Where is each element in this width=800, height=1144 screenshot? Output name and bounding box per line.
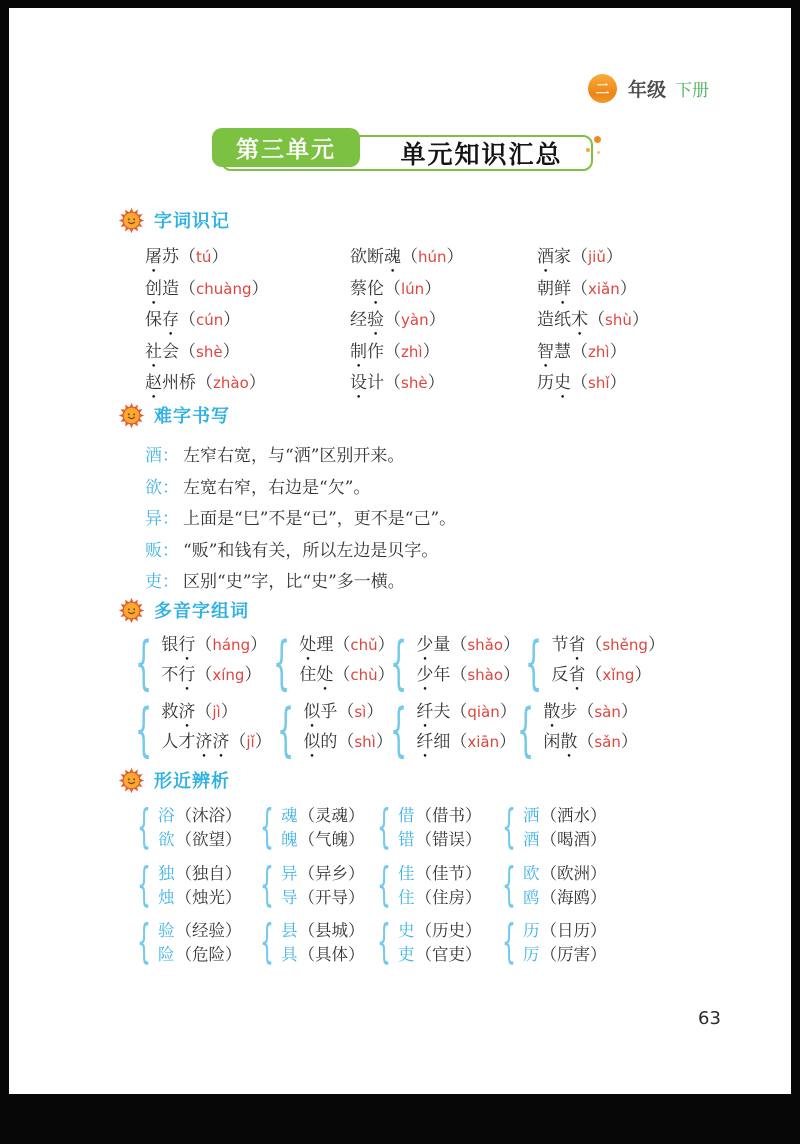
unit-banner — [212, 128, 607, 174]
similar-entry — [398, 886, 482, 911]
similar-word: （沐浴） — [175, 805, 242, 825]
brace-icon: { — [135, 628, 153, 697]
brace-icon: { — [390, 695, 408, 764]
brace-icon: { — [377, 858, 391, 913]
polyphonic-group — [390, 628, 521, 697]
similar-word: （灵魂） — [298, 805, 365, 825]
similar-group — [502, 858, 607, 913]
word-text: 保存 — [145, 310, 179, 331]
note-text: 左窄右宽，与“洒”区别开来。 — [183, 446, 405, 466]
pinyin: cún — [196, 311, 224, 330]
polyphonic-entry: 散步（sàn） — [543, 702, 638, 722]
similar-char: 史 — [398, 920, 415, 940]
emphasis-char: 散 — [543, 702, 561, 722]
brace-icon: { — [137, 800, 151, 855]
word-text: 赵州桥 — [145, 373, 196, 394]
word-item: 屠苏（tú） — [145, 247, 229, 267]
similar-entry — [281, 886, 365, 911]
emphasis-char: 鲜 — [554, 278, 571, 299]
similar-char: 错 — [398, 830, 415, 849]
polyphonic-entry: 纤细（xiān） — [416, 732, 517, 752]
similar-entry — [523, 886, 607, 911]
similar-char: 欲 — [158, 830, 175, 849]
emphasis-char: 术 — [571, 310, 588, 331]
similar-word: （日历） — [540, 920, 607, 940]
polyphonic-group — [135, 628, 268, 697]
section-header-writing — [118, 401, 230, 429]
pinyin: xíng — [212, 666, 245, 684]
similar-char: 吏 — [398, 945, 415, 964]
pinyin: xǐng — [602, 666, 635, 684]
note-text: “贩”和钱有关，所以左边是贝字。 — [183, 540, 439, 561]
brace-icon: { — [277, 695, 295, 764]
emphasis-char: 行 — [178, 665, 196, 685]
similar-group — [260, 800, 365, 855]
emphasis-char: 少 — [416, 665, 434, 685]
section-header-words — [118, 206, 230, 234]
grade-indicator — [588, 74, 709, 103]
emphasis-char: 行 — [178, 635, 196, 655]
similar-entry — [523, 828, 607, 853]
word-text: 智慧 — [537, 341, 571, 362]
polyphonic-entry: 节省（shěng） — [551, 635, 665, 655]
emphasis-char: 社 — [145, 341, 162, 362]
brace-icon: { — [525, 628, 543, 697]
pinyin: qiàn — [467, 703, 500, 721]
word-item: 制作（zhì） — [350, 341, 440, 362]
similar-char: 洒 — [523, 805, 540, 825]
emphasis-char: 纤 — [416, 702, 434, 722]
section-header-similar — [118, 766, 230, 794]
writing-note — [145, 536, 456, 568]
volume-label: 下册 — [675, 81, 710, 101]
brace-icon: { — [260, 915, 274, 970]
pinyin: shì — [354, 733, 376, 751]
similar-entry — [398, 828, 482, 853]
polyphonic-entry: 似的（shì） — [303, 732, 393, 752]
similar-group — [377, 858, 482, 913]
note-text: 左宽右窄，右边是“欠”。 — [183, 477, 371, 498]
similar-char: 借 — [398, 805, 415, 825]
word-text: 朝鲜 — [537, 278, 571, 299]
word-item: 历史（shǐ） — [537, 373, 627, 394]
similar-entry — [398, 919, 482, 944]
note-char: 吏： — [145, 572, 179, 592]
pinyin: háng — [212, 636, 251, 654]
book-page — [9, 8, 791, 1094]
polyphonic-group — [525, 628, 665, 697]
similar-word: （错误） — [415, 830, 482, 849]
word-item: 社会（shè） — [145, 341, 240, 362]
note-char: 酒： — [145, 446, 179, 466]
word-text: 屠苏 — [145, 247, 179, 267]
word-text: 酒家 — [537, 247, 571, 267]
section-title: 形近辨析 — [154, 771, 230, 792]
word-column — [537, 246, 649, 404]
word-item: 智慧（zhì） — [537, 341, 627, 362]
pinyin: zhì — [588, 342, 610, 361]
similar-word: （洒水） — [540, 805, 607, 825]
similar-group — [377, 915, 482, 970]
pinyin: xiǎn — [588, 279, 620, 298]
similar-entry — [398, 862, 482, 887]
pinyin: jǐ — [246, 733, 255, 751]
similar-char: 历 — [523, 920, 540, 940]
pinyin: chù — [350, 666, 378, 684]
similar-entry — [158, 804, 242, 829]
word-text: 蔡伦 — [350, 278, 384, 299]
note-text: 上面是“巳”不是“已”，更不是“己”。 — [183, 509, 457, 529]
emphasis-char: 制 — [350, 341, 367, 362]
word-text: 创造 — [145, 278, 179, 299]
polyphonic-group — [135, 695, 272, 764]
brace-icon: { — [377, 800, 391, 855]
similar-entry — [281, 828, 365, 853]
similar-entry — [398, 804, 482, 829]
similar-word: （欲望） — [175, 830, 242, 849]
decor-dot — [594, 136, 601, 143]
writing-notes — [145, 441, 456, 599]
similar-group — [502, 800, 607, 855]
word-item: 保存（cún） — [145, 310, 241, 331]
word-item: 酒家（jiǔ） — [537, 247, 623, 267]
emphasis-char: 设 — [350, 373, 367, 394]
similar-entry — [158, 828, 242, 853]
pinyin: shěng — [602, 636, 648, 654]
similar-entry — [158, 886, 242, 911]
similar-char: 独 — [158, 863, 175, 883]
word-column — [145, 246, 268, 404]
similar-word: （官吏） — [415, 945, 482, 964]
similar-entry — [523, 919, 607, 944]
polyphonic-entry: 闲散（sǎn） — [543, 732, 638, 752]
similar-group — [260, 858, 365, 913]
word-item: 经验（yàn） — [350, 310, 446, 331]
brace-icon: { — [517, 695, 535, 764]
pinyin: shǎo — [467, 636, 504, 654]
word-text: 造纸术 — [537, 310, 588, 331]
similar-word: （异乡） — [298, 863, 365, 883]
brace-icon: { — [260, 858, 274, 913]
pinyin: lún — [401, 279, 425, 298]
writing-note — [145, 473, 456, 505]
emphasis-char: 济 — [178, 702, 196, 722]
pinyin: shǐ — [588, 374, 610, 393]
polyphonic-group — [277, 695, 393, 764]
similar-char: 导 — [281, 888, 298, 907]
emphasis-char: 创 — [145, 278, 162, 299]
emphasis-char: 魂 — [384, 247, 401, 267]
similar-word: （佳节） — [415, 863, 482, 883]
emphasis-char: 济济 — [195, 732, 230, 752]
pinyin: sǎn — [594, 733, 621, 751]
emphasis-char: 似 — [303, 702, 321, 722]
similar-char: 鸥 — [523, 888, 540, 907]
polyphonic-entry: 处理（chǔ） — [299, 635, 395, 655]
section-title: 难字书写 — [154, 406, 230, 427]
pinyin: jiǔ — [588, 248, 606, 266]
similar-group — [377, 800, 482, 855]
pinyin: shù — [605, 311, 632, 330]
word-item: 造纸术（shù） — [537, 310, 649, 331]
emphasis-char: 验 — [367, 310, 384, 331]
word-item: 朝鲜（xiǎn） — [537, 278, 637, 299]
similar-entry — [281, 804, 365, 829]
emphasis-char: 赵 — [145, 373, 162, 394]
similar-char: 酒 — [523, 830, 540, 849]
word-item: 创造（chuàng） — [145, 278, 269, 299]
similar-word: （厉害） — [540, 945, 607, 964]
sun-icon — [118, 402, 145, 429]
similar-entry — [158, 943, 242, 968]
pinyin: xiān — [467, 733, 500, 751]
word-item: 设计（shè） — [350, 373, 445, 394]
similar-word: （烛光） — [175, 888, 242, 907]
similar-char: 县 — [281, 920, 298, 940]
similar-word: （危险） — [175, 945, 242, 964]
note-text: 区别“史”字，比“史”多一横。 — [183, 572, 405, 592]
similar-word: （气魄） — [298, 830, 365, 849]
brace-icon: { — [137, 858, 151, 913]
page-title: 单元知识汇总 — [400, 140, 563, 169]
similar-char: 欧 — [523, 863, 540, 883]
emphasis-char: 处 — [299, 635, 317, 655]
similar-entry — [523, 943, 607, 968]
polyphonic-entry: 银行（háng） — [161, 635, 268, 655]
word-item: 欲断魂（hún） — [350, 247, 464, 267]
sun-icon — [118, 207, 145, 234]
pinyin: sàn — [594, 703, 621, 721]
similar-word: （具体） — [298, 945, 365, 964]
brace-icon: { — [137, 915, 151, 970]
similar-char: 佳 — [398, 863, 415, 883]
similar-char: 魄 — [281, 830, 298, 849]
emphasis-char: 省 — [568, 665, 586, 685]
similar-entry — [281, 943, 365, 968]
word-text: 历史 — [537, 373, 571, 394]
similar-group — [502, 915, 607, 970]
section-header-polyphonic — [118, 596, 249, 624]
pinyin: sì — [354, 703, 367, 721]
polyphonic-group — [517, 695, 638, 764]
similar-word: （县城） — [298, 920, 365, 940]
polyphonic-entry: 似乎（sì） — [303, 702, 384, 722]
pinyin: hún — [418, 248, 447, 266]
similar-entry — [281, 919, 365, 944]
section-title: 多音字组词 — [154, 601, 249, 622]
pinyin: yàn — [401, 311, 429, 330]
word-text: 社会 — [145, 341, 179, 362]
grade-label: 年级 — [628, 79, 667, 101]
note-char: 贩： — [145, 540, 179, 561]
note-char: 异： — [145, 509, 179, 529]
emphasis-char: 少 — [416, 635, 434, 655]
similar-word: （海鸥） — [540, 888, 607, 907]
emphasis-char: 省 — [568, 635, 586, 655]
word-text: 制作 — [350, 341, 384, 362]
similar-group — [137, 858, 242, 913]
similar-entry — [158, 919, 242, 944]
similar-char: 具 — [281, 945, 298, 964]
similar-word: （住房） — [415, 888, 482, 907]
polyphonic-entry: 人才济济（jǐ） — [161, 732, 272, 752]
polyphonic-entry: 纤夫（qiàn） — [416, 702, 517, 722]
emphasis-char: 纤 — [416, 732, 434, 752]
word-item: 赵州桥（zhào） — [145, 373, 266, 394]
similar-word: （历史） — [415, 920, 482, 940]
brace-icon: { — [502, 915, 516, 970]
polyphonic-entry: 少年（shào） — [416, 665, 521, 685]
pinyin: tú — [196, 248, 212, 266]
brace-icon: { — [260, 800, 274, 855]
similar-word: （经验） — [175, 920, 242, 940]
emphasis-char: 存 — [162, 310, 179, 331]
polyphonic-entry: 住处（chù） — [299, 665, 395, 685]
polyphonic-group — [390, 695, 517, 764]
similar-group — [137, 800, 242, 855]
pinyin: jì — [212, 703, 221, 721]
word-text: 欲断魂 — [350, 247, 401, 267]
emphasis-char: 伦 — [367, 278, 384, 299]
brace-icon: { — [502, 800, 516, 855]
similar-char: 验 — [158, 920, 175, 940]
brace-icon: { — [135, 695, 153, 764]
brace-icon: { — [377, 915, 391, 970]
pinyin: chǔ — [350, 636, 378, 654]
polyphonic-entry: 救济（jì） — [161, 702, 238, 722]
brace-icon: { — [273, 628, 291, 697]
emphasis-char: 史 — [554, 373, 571, 394]
writing-note — [145, 441, 456, 473]
similar-entry — [281, 862, 365, 887]
similar-char: 异 — [281, 863, 298, 883]
brace-icon: { — [502, 858, 516, 913]
similar-word: （独自） — [175, 863, 242, 883]
writing-note — [145, 567, 456, 599]
unit-number-tab: 第三单元 — [212, 128, 360, 167]
polyphonic-entry: 少量（shǎo） — [416, 635, 521, 655]
emphasis-char: 处 — [316, 665, 334, 685]
similar-entry — [158, 862, 242, 887]
similar-char: 魂 — [281, 805, 298, 825]
similar-word: （喝酒） — [540, 830, 607, 849]
similar-char: 厉 — [523, 945, 540, 964]
grade-badge: 二 — [588, 74, 617, 103]
sun-icon — [118, 767, 145, 794]
polyphonic-group — [273, 628, 395, 697]
similar-char: 险 — [158, 945, 175, 964]
pinyin: zhào — [213, 374, 249, 393]
writing-note — [145, 504, 456, 536]
emphasis-char: 智 — [537, 341, 554, 362]
similar-entry — [523, 804, 607, 829]
brace-icon: { — [390, 628, 408, 697]
page-number: 63 — [698, 1008, 721, 1029]
sun-icon — [118, 597, 145, 624]
decor-dot — [586, 148, 590, 152]
word-text: 经验 — [350, 310, 384, 331]
similar-group — [260, 915, 365, 970]
emphasis-char: 酒 — [537, 247, 554, 267]
decor-dot — [597, 151, 600, 154]
emphasis-char: 散 — [560, 732, 578, 752]
similar-char: 浴 — [158, 805, 175, 825]
similar-word: （开导） — [298, 888, 365, 907]
note-char: 欲： — [145, 477, 179, 498]
similar-word: （欧洲） — [540, 863, 607, 883]
polyphonic-entry: 不行（xíng） — [161, 665, 262, 685]
emphasis-char: 似 — [303, 732, 321, 752]
emphasis-char: 屠 — [145, 247, 162, 267]
pinyin: shè — [196, 342, 223, 361]
word-column — [350, 246, 464, 404]
pinyin: chuàng — [196, 279, 252, 298]
pinyin: zhì — [401, 342, 423, 361]
word-text: 设计 — [350, 373, 384, 394]
similar-entry — [523, 862, 607, 887]
word-item: 蔡伦（lún） — [350, 278, 442, 299]
pinyin: shào — [467, 666, 504, 684]
pinyin: shè — [401, 374, 428, 393]
similar-group — [137, 915, 242, 970]
similar-entry — [398, 943, 482, 968]
similar-char: 烛 — [158, 888, 175, 907]
polyphonic-entry: 反省（xǐng） — [551, 665, 652, 685]
section-title: 字词识记 — [154, 211, 230, 232]
similar-char: 住 — [398, 888, 415, 907]
similar-word: （借书） — [415, 805, 482, 825]
